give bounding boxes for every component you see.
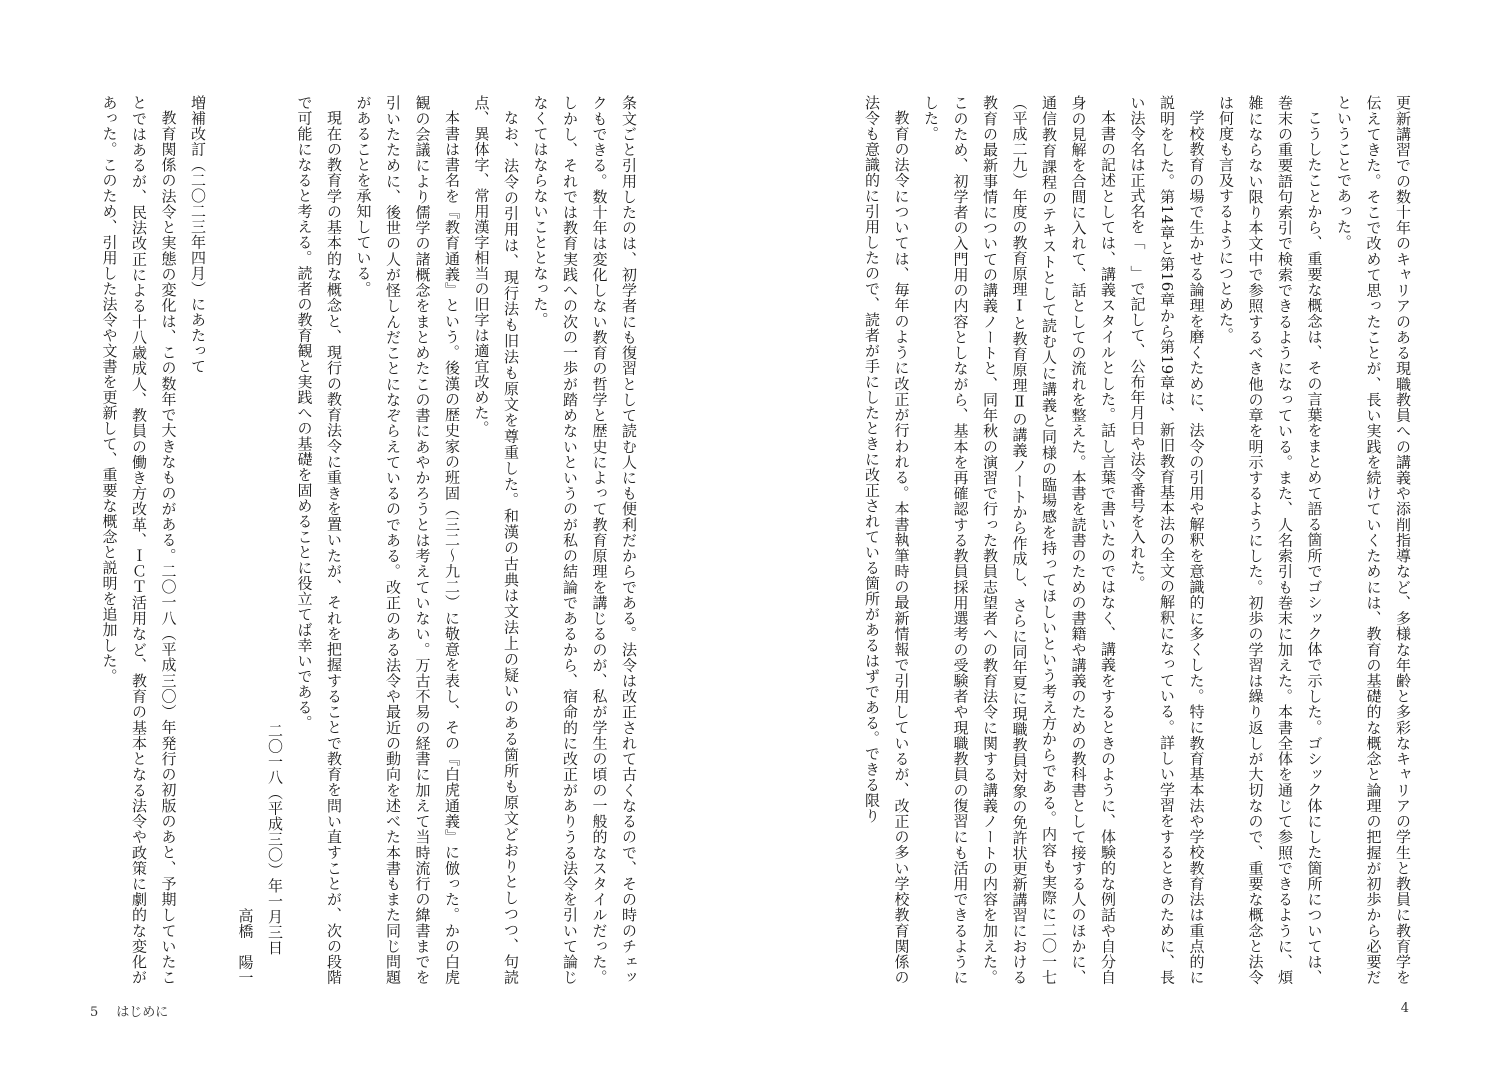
- body-paragraph: 現在の教育学の基本的な概念と、現行の教育法令に重きを置いたが、それを把握することで教育を問い直すことが、次の段階で可能になると考える。読者の教育観と実践への基礎を固めることに役立てば幸いである。: [295, 95, 343, 985]
- left-page-body: [100, 95, 643, 986]
- right-page: [751, 0, 1502, 1066]
- right-page-body: [857, 95, 1417, 985]
- signoff-date: 二〇一八（平成三〇）年一月三日: [266, 722, 284, 955]
- page-number: 5: [90, 1005, 99, 1020]
- signoff-date-line: [260, 95, 290, 985]
- body-paragraph: 条文ごと引用したのは、初学者にも復習として読む人にも便利だからである。法令は改正されて古くなるので、その時のチェックもできる。数十年は変化しない教育の哲学と歴史によって教育原理を講じるのが、私が学生の頃の一般的なスタイルだった。しかし、それでは教育実践への次の一歩が踏めないというのが私の結論であるから、宿命的に改正がありうる法令を引いて論じなくてはならないこととなった。: [531, 95, 638, 986]
- body-paragraph: 学校教育の場で生かせる論理を磨くために、法令の引用や解釈を意識的に多くした。特に教育基本法や学校教育法は重点的に説明をした。第14章と第16章から第19章は、新旧教育基本法の全文の解釈になっている。詳しい学習をするときのために、長い法令名は正式名を「 」で記して、公布年月日や法令番号を入れた。: [1128, 95, 1206, 985]
- body-paragraph: 教育の法令については、毎年のように改正が行われる。本書執筆時の最新情報で引用しているが、改正の多い学校教育関係の法令も意識的に引用したので、読者が手にしたときに改正されている箇所があるはずである。できる限り: [863, 95, 911, 985]
- running-footer: [90, 1001, 168, 1020]
- page-number: 4: [1400, 1001, 1409, 1016]
- body-paragraph: なお、法令の引用は、現行法も旧法も原文を尊重した。和漢の古典は文法上の疑いのある箇所も原文どおりとしつつ、句読点、異体字、常用漢字相当の旧字は適宜改めた。: [472, 95, 520, 985]
- running-head: はじめに: [116, 1005, 169, 1020]
- signoff-author-line: [230, 95, 260, 985]
- body-paragraph: こうしたことから、重要な概念は、その言葉をまとめて語る箇所でゴシック体で示した。ゴシック体にした箇所については、巻末の重要語句索引で検索できるようになっている。また、人名索引も巻末に加えた。本書全体を通じて参照できるように、煩雑にならない限り本文中で参照するべき他の章を明示するようにした。初歩の学習は繰り返しが大切なので、重要な概念と法令は何度も言及するようにつとめた。: [1217, 95, 1324, 985]
- section-heading: 増補改訂（二〇二三年四月）にあたって: [189, 95, 207, 374]
- body-paragraph: 本書は書名を『教育通義』という。後漢の歴史家の班固（三二〜九二）に敬意を表し、その『白虎通義』に倣った。かの白虎観の会議により儒学の諸概念をまとめたこの書にあやかろうとは考えていない。万古不易の経書に加えて当時流行の緯書までを引いたために、後世の人が怪しんだことになぞらえているのである。改正のある法令や最近の動向を述べた本書もまた同じ問題があることを承知している。: [354, 95, 461, 985]
- body-paragraph: 教育関係の法令と実態の変化は、この数年で大きなものがある。二〇一八（平成三〇）年発行の初版のあと、予期していたことではあるが、民法改正による十八歳成人、教員の働き方改革、ＩＣＴ活用など、教育の基本となる法令や政策に劇的な変化があった。このため、引用した法令や文書を更新して、重要な概念と説明を追加した。: [100, 95, 178, 985]
- body-paragraph: 更新講習での数十年のキャリアのある現職教員への講義や添削指導など、多様な年齢と多彩なキャリアの学生と教員に教育学を伝えてきた。そこで改めて思ったことが、長い実践を続けていくためには、教育の基礎的な概念と論理の把握が初歩から必要だということであった。: [1335, 95, 1412, 985]
- body-paragraph: 本書の記述としては、講義スタイルとした。話し言葉で書いたのではなく、講義をするときのように、体験的な例話や自分自身の見解を合間に入れて、話としての流れを整えた。本書を読書のための書籍や講義のための教科書として接する人のほかに、通信教育課程のテキストとして読む人に講義と同様の臨場感を持ってほしいという考え方からである。内容も実際に二〇一七（平成二九）年度の教育原理Ⅰと教育原理Ⅱの講義ノートから作成し、さらに同年夏に現職教員対象の免許状更新講習における教育の最新事情についての講義ノートと、同年秋の演習で行った教員志望者への教育法令に関する講義ノートの内容を加えた。このため、初学者の入門用の内容としながら、基本を再確認する教員採用選考の受験者や現職教員の復習にも活用できるようにした。: [922, 95, 1117, 986]
- signoff-author: 高橋 陽一: [236, 907, 255, 985]
